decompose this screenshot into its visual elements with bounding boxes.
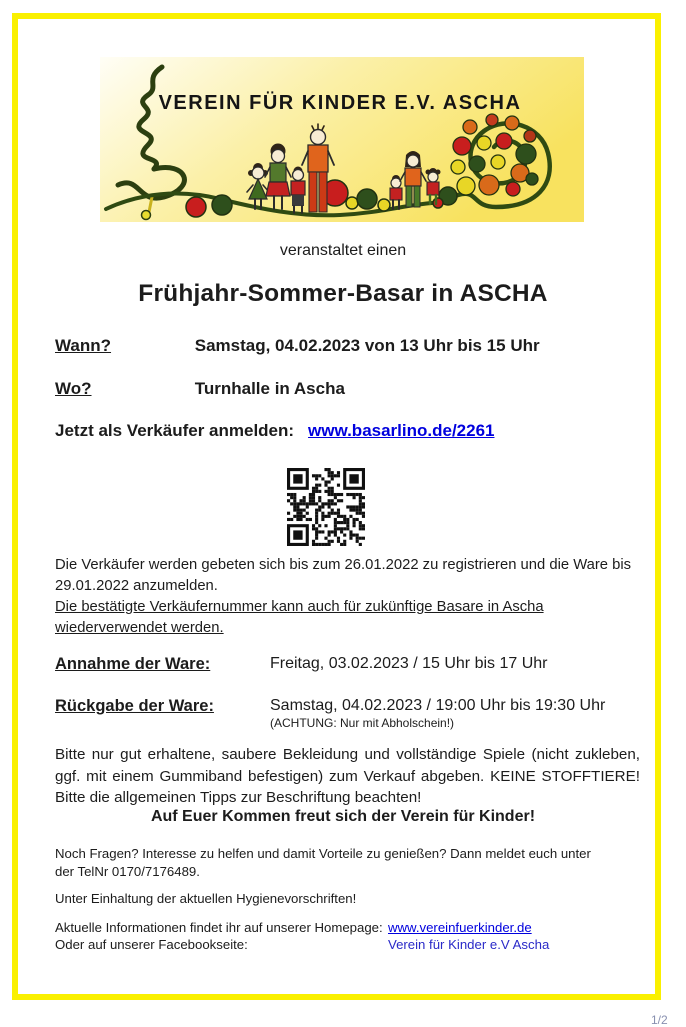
questions-paragraph: Noch Fragen? Interesse zu helfen und damit Vorteile zu genießen? Dann meldet euch unter der TelNr 0170/7176489. (55, 846, 591, 879)
facebook-label: Oder auf unserer Facebookseite: (55, 937, 248, 952)
registration-note-underlined: Die bestätigte Verkäufernummer kann auch für zukünftige Basare in Ascha wiederverwendet werden. (55, 599, 544, 636)
register-line (55, 421, 495, 441)
annahme-label: Annahme der Ware: (55, 655, 211, 673)
qr-code (287, 468, 365, 546)
rueckgabe-value: Samstag, 04.02.2023 / 19:00 Uhr bis 19:30 Uhr (270, 697, 606, 714)
page-indicator: 1/2 (651, 1013, 668, 1027)
register-label: Jetzt als Verkäufer anmelden: (55, 421, 295, 440)
wann-row (55, 336, 635, 356)
tree-base-ball (142, 211, 151, 220)
rueckgabe-note: (ACHTUNG: Nur mit Abholschein!) (270, 716, 455, 730)
registration-note-text: Die Verkäufer werden gebeten sich bis zum 26.01.2022 zu registrieren und die Ware bis 29.01.2022 anzumelden. (55, 557, 632, 594)
wann-value: Samstag, 04.02.2023 von 13 Uhr bis 15 Uhr (194, 336, 540, 355)
closing-line: Auf Euer Kommen freut sich der Verein für Kinder! (150, 808, 536, 825)
children-parade-illustration (100, 57, 584, 222)
annahme-value: Freitag, 03.02.2023 / 15 Uhr bis 17 Uhr (270, 655, 548, 672)
wo-label: Wo? (55, 379, 92, 398)
intro-line: veranstaltet einen (279, 242, 407, 259)
basarlino-link[interactable]: www.basarlino.de/2261 (308, 421, 495, 440)
hygiene-line: Unter Einhaltung der aktuellen Hygienevorschriften! (55, 891, 357, 906)
registration-note (55, 555, 640, 639)
wann-label: Wann? (55, 336, 112, 355)
rueckgabe-label: Rückgabe der Ware: (55, 697, 214, 715)
logo-banner (100, 57, 584, 222)
instructions-paragraph: Bitte nur gut erhaltene, saubere Bekleidung und vollständige Spiele (nicht zukleben, ggf. mit einem Gummiband befestigen) zum Verkauf abgeben. KEINE STOFFTIERE! Bitte die allgemeinen Tipps zur Beschriftung beachten! (55, 746, 640, 806)
homepage-link[interactable]: www.vereinfuerkinder.de (388, 920, 532, 935)
wo-row (55, 379, 635, 399)
homepage-label: Aktuelle Informationen findet ihr auf unserer Homepage: (55, 920, 383, 935)
facebook-link[interactable]: Verein für Kinder e.V Ascha (388, 937, 550, 952)
org-name-text: VEREIN FÜR KINDER E.V. ASCHA (158, 92, 522, 114)
page-title: Frühjahr-Sommer-Basar in ASCHA (138, 280, 548, 307)
wo-value: Turnhalle in Ascha (194, 379, 345, 398)
